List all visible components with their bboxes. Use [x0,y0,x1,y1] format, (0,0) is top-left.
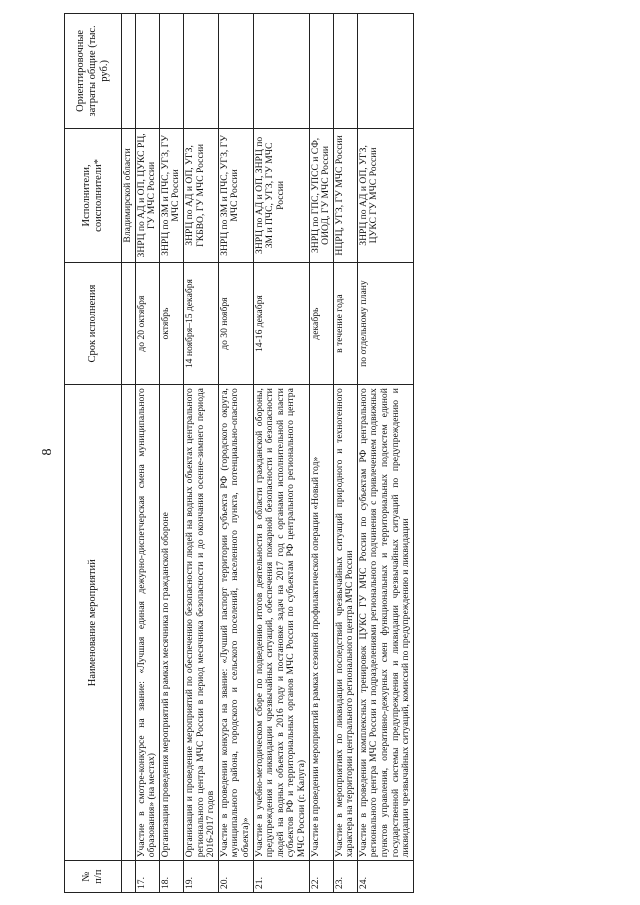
row-name: Участие в мероприятиях по ликвидации последствий чрезвычайных ситуаций природного и техногенного характера на территории центрального регионального центра МЧС России [333,385,357,861]
row-cost [159,14,183,129]
row-num: 23. [333,861,357,893]
row-exec: ЗНРЦ по ГПС, УПСС и СФ, ОИОД, ГУ МЧС России [309,128,333,262]
row-name: Участие в смотре-конкурсе на звание: «Лучшая единая дежурно-диспетчерская смена муниципального образования» (на местах) [135,385,159,861]
row-exec: ЗНРЦ по ЗМ и ПЧС, УГЗ, ГУ МЧС России [159,128,183,262]
row-cost [183,14,218,129]
row-name: Организация проведения мероприятий в рамках месячника по гражданской обороне [159,385,183,861]
row-term: в течение года [333,263,357,385]
table-row [135,14,159,893]
region-row [122,14,136,893]
row-name: Участие в проведении мероприятий в рамках сезонной профилактической операции «Новый год» [309,385,333,861]
row-exec: НЦРЦ, УГЗ, ГУ МЧС России [333,128,357,262]
header-exec: Исполнители, соисполнители* [65,128,122,262]
row-term: 14 ноября–15 декабря [183,263,218,385]
row-term: до 30 ноября [218,263,253,385]
row-exec: ЗНРЦ по АД и ОП, ЦУКС РЦ, ГУ МЧС России [135,128,159,262]
page-number: 8 [40,448,55,456]
row-cost [357,14,413,129]
table-row [333,14,357,893]
table-header-row [65,14,122,893]
row-num: 19. [183,861,218,893]
table-row [183,14,218,893]
row-cost [309,14,333,129]
row-exec: ЗНРЦ по АД и ОП, ЗНРЦ по ЗМ и ПЧС, УГЗ, ГУ МЧС России [253,128,309,262]
row-name: Участие в проведении комплексных тренировок ЦУКС ГУ МЧС России по субъектам РФ центрального регионального центра МЧС России и подразделениями регионального подчинения с привлечением подвижных пунктов управления, оперативно-дежурных смен функциональных и территориальных подсистем единой государственной системы предупреждения и ликвидации чрезвычайных ситуаций по предупреждению и ликвидации чрезвычайных ситуаций, комиссий по предупреждению и ликвидации [357,385,413,861]
row-cost [333,14,357,129]
row-term: декабрь [309,263,333,385]
row-exec: ЗНРЦ по АД и ОП, УГЗ, ЦУКС ГУ МЧС России [357,128,413,262]
row-cost [218,14,253,129]
row-term: по отдельному плану [357,263,413,385]
table-row [357,14,413,893]
row-num: 20. [218,861,253,893]
row-exec: ЗНРЦ по ЗМ и ПЧС, УГЗ, ГУ МЧС России [218,128,253,262]
row-name: Участие в проведении конкурса на звание: «Лучший паспорт территории субъекта РФ (городского округа, муниципального района, городского и сельского поселений, населенного пункта, потенциально-опасного объекта)» [218,385,253,861]
table-row [253,14,309,893]
row-name: Организация и проведение мероприятий по обеспечению безопасности людей на водных объектах центрального регионального центра МЧС России в период месячника безопасности и до окончания осенне-зимнего периода 2016-2017 годов [183,385,218,861]
row-term: 14-16 декабря [253,263,309,385]
table-row [159,14,183,893]
table-row [218,14,253,893]
rotated-page [40,7,600,897]
row-cost [253,14,309,129]
header-cost: Ориентировочные затраты общие (тыс. руб.) [65,14,122,129]
row-num: 18. [159,861,183,893]
table-row [309,14,333,893]
row-num: 22. [309,861,333,893]
events-table [64,13,414,893]
row-num: 21. [253,861,309,893]
row-num: 24. [357,861,413,893]
row-cost [135,14,159,129]
row-name: Участие в учебно-методическом сборе по подведению итогов деятельности в области гражданской обороны, предупреждения и ликвидации чрезвычайных ситуаций, обеспечения пожарной безопасности и безопасности людей на водных объектах в 2016 году и постановке задач на 2017 год с органами исполнительной власти субъектов РФ и территориальных органов МЧС России по субъектам РФ центрального регионального центра МЧС России (г. Калуга) [253,385,309,861]
row-exec: ЗНРЦ по АД и ОП, УГЗ, ГКБВО, ГУ МЧС России [183,128,218,262]
row-term: октябрь [159,263,183,385]
row-term: до 20 октября [135,263,159,385]
row-num: 17. [135,861,159,893]
header-name: Наименование мероприятий [65,385,122,861]
header-term: Срок исполнения [65,263,122,385]
region-cell: Владимирской области [122,128,136,262]
header-num: № п/п [65,861,122,893]
